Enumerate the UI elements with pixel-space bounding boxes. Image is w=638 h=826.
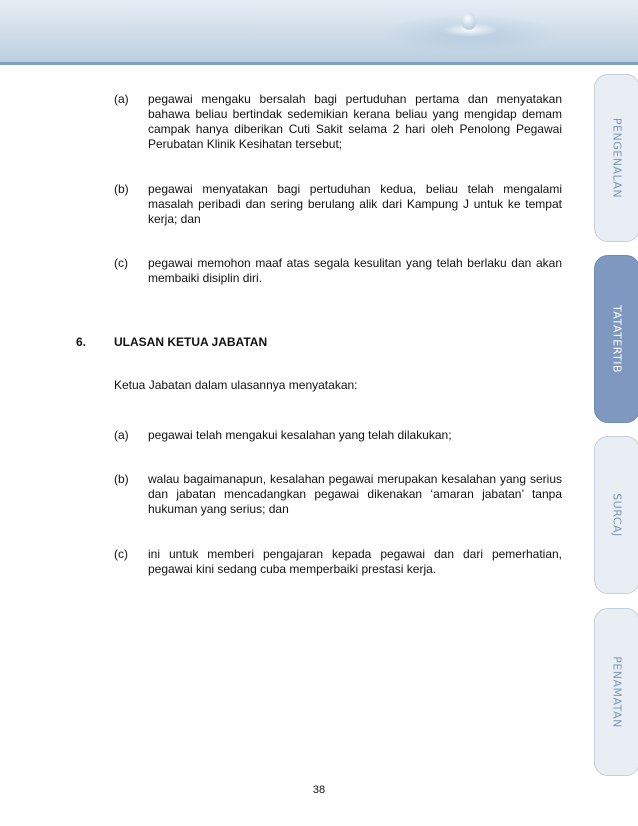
header-banner [0,0,638,62]
page-number: 38 [312,784,326,796]
section-title: ULASAN KETUA JABATAN [114,335,268,349]
list-item-text: pegawai memohon maaf atas segala kesulitan yang telah berlaku dan akan membaiki disiplin diri. [148,256,562,285]
tab-surcaj[interactable] [594,436,638,594]
tab-label: SURCAJ [610,493,624,537]
list-label: (a) [114,428,129,442]
list-label: (c) [114,547,128,561]
section-intro: Ketua Jabatan dalam ulasannya menyatakan: [114,378,358,392]
header-divider [0,62,638,65]
list-item-text: pegawai telah mengakui kesalahan yang telah dilakukan; [148,428,452,442]
tab-tatatertib[interactable] [594,255,638,423]
list-item-text: pegawai menyatakan bagi pertuduhan kedua, beliau telah mengalami masalah peribadi dan sering berulang alik dari Kampung J untuk ke tempat kerja; dan [148,182,562,226]
tab-label: TATATERTIB [610,304,624,374]
list-label: (b) [114,472,129,486]
list-item-text: walau bagaimanapun, kesalahan pegawai merupakan kesalahan yang serius dan jabatan mencadangkan pegawai dikenakan ‘amaran jabatan’ tanpa hukuman yang serius; dan [148,472,562,516]
list-item-text: pegawai mengaku bersalah bagi pertuduhan pertama dan menyatakan bahawa beliau bertindak sedemikian kerana beliau yang mengidap demam campak hanya diberikan Cuti Sakit selama 2 hari oleh Penolong Pegawai Perubatan Klinik Kesihatan tersebut; [148,92,562,151]
tab-label: PENGENALAN [610,117,624,199]
tab-label: PENAMATAN [610,656,624,728]
section-number: 6. [76,335,87,349]
list-label: (b) [114,182,129,196]
tab-pengenalan[interactable] [594,74,638,242]
list-label: (a) [114,92,129,106]
tab-penamatan[interactable] [594,608,638,776]
list-label: (c) [114,256,128,270]
list-item-text: ini untuk memberi pengajaran kepada pegawai dan dari pemerhatian, pegawai kini sedang cuba memperbaiki prestasi kerja. [148,547,562,576]
water-drop-icon [462,12,476,30]
